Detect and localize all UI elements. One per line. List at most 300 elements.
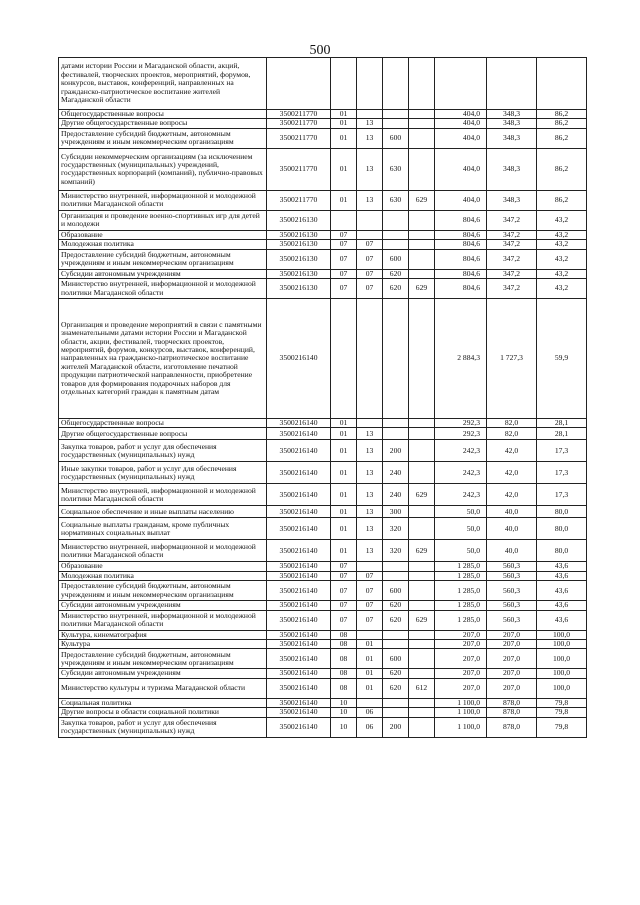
row-expense-type [383, 210, 409, 230]
row-ministry-code [409, 630, 435, 639]
row-subsection: 13 [357, 128, 383, 148]
row-actual-amount: 878,0 [487, 698, 537, 707]
row-description: Министерство внутренней, информационной и молодежной политики Магаданской области [59, 279, 267, 299]
row-expense-type: 320 [383, 518, 409, 540]
table-row [59, 601, 587, 610]
row-expense-type [383, 708, 409, 717]
row-description: Образование [59, 562, 267, 571]
row-target-code: 3500216130 [267, 249, 331, 269]
row-description: Закупка товаров, работ и услуг для обеспечения государственных (муниципальных) нужд [59, 717, 267, 737]
row-description: Общегосударственные вопросы [59, 110, 267, 119]
page-number: 500 [309, 43, 331, 58]
table-row [59, 110, 587, 119]
row-target-code: 3500216130 [267, 269, 331, 278]
row-actual-amount: 40,0 [487, 518, 537, 540]
row-ministry-code [409, 269, 435, 278]
row-description: Предоставление субсидий бюджетным, автономным учреждениям и иным некоммерческим организациям [59, 581, 267, 601]
row-target-code: 3500216140 [267, 571, 331, 580]
row-ministry-code [409, 299, 435, 419]
row-expense-type [383, 698, 409, 707]
row-description: Субсидии некоммерческим организациям (за исключением государственных (муниципальных) учреждений, государственных корпораций (компаний), публично-правовых компаний) [59, 148, 267, 190]
row-plan-amount: 207,0 [435, 649, 487, 669]
table-row [59, 571, 587, 580]
budget-table-body [59, 58, 587, 738]
row-ministry-code [409, 601, 435, 610]
row-subsection [357, 230, 383, 239]
row-target-code: 3500216130 [267, 230, 331, 239]
row-execution-percent: 43,2 [537, 279, 587, 299]
row-subsection [357, 630, 383, 639]
row-section: 07 [331, 581, 357, 601]
row-subsection: 01 [357, 678, 383, 698]
row-ministry-code [409, 249, 435, 269]
row-execution-percent: 86,2 [537, 119, 587, 128]
row-expense-type [383, 119, 409, 128]
table-row [59, 279, 587, 299]
row-ministry-code [409, 428, 435, 440]
row-ministry-code [409, 119, 435, 128]
row-actual-amount: 1 727,3 [487, 299, 537, 419]
row-expense-type [383, 640, 409, 649]
row-section: 07 [331, 230, 357, 239]
row-plan-amount: 292,3 [435, 419, 487, 428]
row-subsection: 13 [357, 506, 383, 518]
row-actual-amount: 348,3 [487, 119, 537, 128]
row-section: 01 [331, 440, 357, 462]
row-execution-percent: 100,0 [537, 649, 587, 669]
row-target-code: 3500216130 [267, 210, 331, 230]
row-plan-amount: 804,6 [435, 269, 487, 278]
row-execution-percent: 43,2 [537, 249, 587, 269]
row-expense-type [383, 428, 409, 440]
row-ministry-code [409, 210, 435, 230]
row-actual-amount: 347,2 [487, 269, 537, 278]
table-row [59, 669, 587, 678]
row-plan-amount: 242,3 [435, 484, 487, 506]
row-description: Молодежная политика [59, 240, 267, 249]
row-execution-percent: 43,6 [537, 601, 587, 610]
row-target-code: 3500216140 [267, 630, 331, 639]
row-actual-amount: 42,0 [487, 462, 537, 484]
row-actual-amount: 347,2 [487, 210, 537, 230]
table-row [59, 240, 587, 249]
row-ministry-code [409, 581, 435, 601]
table-row [59, 128, 587, 148]
row-description: Молодежная политика [59, 571, 267, 580]
row-subsection [357, 110, 383, 119]
row-plan-amount: 50,0 [435, 506, 487, 518]
row-description: Субсидии автономным учреждениям [59, 601, 267, 610]
row-ministry-code: 629 [409, 279, 435, 299]
row-subsection: 01 [357, 669, 383, 678]
table-row [59, 708, 587, 717]
row-subsection: 06 [357, 708, 383, 717]
table-row [59, 640, 587, 649]
row-description: Социальные выплаты гражданам, кроме публичных нормативных социальных выплат [59, 518, 267, 540]
row-section: 07 [331, 610, 357, 630]
row-section: 07 [331, 240, 357, 249]
row-plan-amount: 292,3 [435, 428, 487, 440]
row-description: датами истории России и Магаданской области, акций, фестивалей, творческих проектов, мероприятий, форумов, конкурсов, выставок, конференций, направленных на гражданско-патриотическое воспитание жителей Магаданской области [59, 58, 267, 110]
row-description: Министерство внутренней, информационной и молодежной политики Магаданской области [59, 190, 267, 210]
row-target-code: 3500216140 [267, 708, 331, 717]
row-target-code: 3500216130 [267, 279, 331, 299]
row-execution-percent: 17,3 [537, 440, 587, 462]
row-execution-percent [537, 58, 587, 110]
row-expense-type: 630 [383, 190, 409, 210]
row-description: Социальное обеспечение и иные выплаты населению [59, 506, 267, 518]
table-row [59, 190, 587, 210]
row-section: 08 [331, 649, 357, 669]
row-execution-percent: 59,9 [537, 299, 587, 419]
row-section [331, 210, 357, 230]
row-expense-type [383, 58, 409, 110]
row-actual-amount: 82,0 [487, 419, 537, 428]
row-target-code: 3500216140 [267, 640, 331, 649]
row-subsection: 13 [357, 190, 383, 210]
row-actual-amount: 348,3 [487, 128, 537, 148]
row-plan-amount: 242,3 [435, 462, 487, 484]
row-execution-percent: 86,2 [537, 148, 587, 190]
row-target-code: 3500211770 [267, 110, 331, 119]
table-row [59, 610, 587, 630]
row-description: Другие общегосударственные вопросы [59, 119, 267, 128]
row-subsection [357, 210, 383, 230]
row-ministry-code: 629 [409, 484, 435, 506]
row-plan-amount: 207,0 [435, 669, 487, 678]
table-row [59, 717, 587, 737]
row-plan-amount: 804,6 [435, 210, 487, 230]
table-row [59, 58, 587, 110]
row-expense-type: 600 [383, 649, 409, 669]
row-ministry-code: 629 [409, 540, 435, 562]
row-ministry-code [409, 128, 435, 148]
row-actual-amount: 878,0 [487, 708, 537, 717]
row-ministry-code [409, 440, 435, 462]
row-description: Иные закупки товаров, работ и услуг для обеспечения государственных (муниципальных) нужд [59, 462, 267, 484]
row-subsection [357, 58, 383, 110]
row-subsection: 07 [357, 581, 383, 601]
row-execution-percent: 100,0 [537, 678, 587, 698]
row-plan-amount: 404,0 [435, 190, 487, 210]
table-row [59, 698, 587, 707]
row-description: Министерство внутренней, информационной и молодежной политики Магаданской области [59, 610, 267, 630]
row-description: Субсидии автономным учреждениям [59, 269, 267, 278]
row-execution-percent: 80,0 [537, 506, 587, 518]
row-section: 01 [331, 190, 357, 210]
row-plan-amount: 242,3 [435, 440, 487, 462]
row-expense-type [383, 571, 409, 580]
row-subsection: 07 [357, 571, 383, 580]
row-section: 08 [331, 669, 357, 678]
row-target-code: 3500211770 [267, 148, 331, 190]
row-expense-type: 240 [383, 484, 409, 506]
table-row [59, 428, 587, 440]
row-subsection: 07 [357, 240, 383, 249]
row-plan-amount: 1 285,0 [435, 581, 487, 601]
row-actual-amount: 347,2 [487, 230, 537, 239]
row-expense-type: 620 [383, 678, 409, 698]
row-description: Другие вопросы в области социальной политики [59, 708, 267, 717]
row-description: Предоставление субсидий бюджетным, автономным учреждениям и иным некоммерческим организациям [59, 649, 267, 669]
row-expense-type [383, 240, 409, 249]
row-target-code: 3500216140 [267, 678, 331, 698]
row-target-code: 3500216140 [267, 540, 331, 562]
row-section: 07 [331, 562, 357, 571]
row-subsection: 07 [357, 601, 383, 610]
row-target-code: 3500216130 [267, 240, 331, 249]
row-actual-amount: 560,3 [487, 610, 537, 630]
table-row [59, 649, 587, 669]
row-section: 07 [331, 249, 357, 269]
row-plan-amount: 207,0 [435, 630, 487, 639]
row-target-code: 3500216140 [267, 581, 331, 601]
row-plan-amount: 804,6 [435, 249, 487, 269]
row-section: 01 [331, 128, 357, 148]
row-ministry-code [409, 110, 435, 119]
row-target-code: 3500211770 [267, 128, 331, 148]
row-subsection: 13 [357, 518, 383, 540]
row-plan-amount: 804,6 [435, 240, 487, 249]
row-ministry-code [409, 640, 435, 649]
row-actual-amount: 207,0 [487, 669, 537, 678]
row-actual-amount: 40,0 [487, 540, 537, 562]
row-actual-amount: 347,2 [487, 279, 537, 299]
row-expense-type [383, 562, 409, 571]
row-execution-percent: 43,2 [537, 230, 587, 239]
row-execution-percent: 100,0 [537, 640, 587, 649]
row-execution-percent: 28,1 [537, 419, 587, 428]
table-row [59, 440, 587, 462]
row-ministry-code [409, 240, 435, 249]
row-description: Организация и проведение военно-спортивных игр для детей и молодежи [59, 210, 267, 230]
row-plan-amount: 207,0 [435, 640, 487, 649]
row-section: 01 [331, 119, 357, 128]
row-section: 07 [331, 601, 357, 610]
row-expense-type: 630 [383, 148, 409, 190]
row-actual-amount: 207,0 [487, 649, 537, 669]
row-target-code: 3500216140 [267, 419, 331, 428]
row-subsection: 13 [357, 119, 383, 128]
row-plan-amount: 404,0 [435, 119, 487, 128]
row-ministry-code [409, 148, 435, 190]
row-execution-percent: 100,0 [537, 669, 587, 678]
row-section: 08 [331, 678, 357, 698]
row-ministry-code [409, 506, 435, 518]
row-actual-amount: 207,0 [487, 678, 537, 698]
row-subsection: 07 [357, 249, 383, 269]
row-plan-amount: 2 884,3 [435, 299, 487, 419]
table-row [59, 540, 587, 562]
row-subsection [357, 299, 383, 419]
row-expense-type: 620 [383, 279, 409, 299]
row-execution-percent: 79,8 [537, 717, 587, 737]
row-target-code: 3500216140 [267, 649, 331, 669]
row-description: Организация и проведение мероприятий в связи с памятными знаменательными датами истории России и Магаданской области, акции, фестивалей, творческих проектов, мероприятий, форумов, конкурсов, выставок, конференций, направленных на гражданско-патриотическое воспитание жителей Магаданской области, изготовление печатной продукции патриотической направленности, приобретение товаров для формирования подарочных наборов для отдельных категорий граждан к памятным датам [59, 299, 267, 419]
table-row [59, 518, 587, 540]
row-description: Министерство внутренней, информационной и молодежной политики Магаданской области [59, 540, 267, 562]
row-ministry-code: 629 [409, 610, 435, 630]
row-execution-percent: 43,2 [537, 210, 587, 230]
row-actual-amount: 207,0 [487, 630, 537, 639]
row-description: Культура, кинематография [59, 630, 267, 639]
row-section: 10 [331, 698, 357, 707]
row-section: 01 [331, 419, 357, 428]
table-row [59, 249, 587, 269]
table-row [59, 230, 587, 239]
row-expense-type [383, 419, 409, 428]
table-row [59, 678, 587, 698]
table-row [59, 299, 587, 419]
table-row [59, 462, 587, 484]
row-execution-percent: 43,6 [537, 562, 587, 571]
row-actual-amount: 348,3 [487, 190, 537, 210]
row-target-code: 3500216140 [267, 562, 331, 571]
row-actual-amount: 40,0 [487, 506, 537, 518]
row-execution-percent: 86,2 [537, 128, 587, 148]
row-ministry-code [409, 717, 435, 737]
row-plan-amount: 1 100,0 [435, 708, 487, 717]
row-ministry-code [409, 669, 435, 678]
row-ministry-code [409, 698, 435, 707]
row-execution-percent: 80,0 [537, 540, 587, 562]
row-actual-amount: 82,0 [487, 428, 537, 440]
row-plan-amount [435, 58, 487, 110]
row-target-code: 3500216140 [267, 717, 331, 737]
row-description: Закупка товаров, работ и услуг для обеспечения государственных (муниципальных) нужд [59, 440, 267, 462]
row-target-code: 3500216140 [267, 610, 331, 630]
row-section: 01 [331, 518, 357, 540]
table-row [59, 630, 587, 639]
row-description: Общегосударственные вопросы [59, 419, 267, 428]
row-plan-amount: 1 285,0 [435, 610, 487, 630]
row-subsection: 07 [357, 610, 383, 630]
row-subsection: 01 [357, 640, 383, 649]
row-ministry-code [409, 419, 435, 428]
row-section: 07 [331, 269, 357, 278]
row-target-code: 3500216140 [267, 506, 331, 518]
row-execution-percent: 28,1 [537, 428, 587, 440]
row-section: 01 [331, 110, 357, 119]
row-subsection: 13 [357, 540, 383, 562]
row-subsection: 06 [357, 717, 383, 737]
row-subsection: 01 [357, 649, 383, 669]
row-target-code [267, 58, 331, 110]
row-ministry-code [409, 462, 435, 484]
row-plan-amount: 804,6 [435, 230, 487, 239]
row-section: 01 [331, 540, 357, 562]
row-expense-type: 600 [383, 581, 409, 601]
row-execution-percent: 43,6 [537, 610, 587, 630]
row-execution-percent: 86,2 [537, 110, 587, 119]
table-row [59, 269, 587, 278]
row-section: 08 [331, 640, 357, 649]
row-description: Другие общегосударственные вопросы [59, 428, 267, 440]
row-ministry-code: 629 [409, 190, 435, 210]
budget-table-container [58, 57, 586, 738]
row-expense-type [383, 299, 409, 419]
row-ministry-code: 612 [409, 678, 435, 698]
row-plan-amount: 1 100,0 [435, 698, 487, 707]
row-actual-amount: 560,3 [487, 562, 537, 571]
row-description: Предоставление субсидий бюджетным, автономным учреждениям и иным некоммерческим организациям [59, 128, 267, 148]
row-section: 01 [331, 148, 357, 190]
row-section: 01 [331, 428, 357, 440]
table-row [59, 484, 587, 506]
table-row [59, 581, 587, 601]
row-description: Субсидии автономным учреждениям [59, 669, 267, 678]
row-subsection [357, 562, 383, 571]
row-target-code: 3500211770 [267, 119, 331, 128]
table-row [59, 119, 587, 128]
row-expense-type: 600 [383, 128, 409, 148]
row-section [331, 58, 357, 110]
row-execution-percent: 43,2 [537, 269, 587, 278]
row-target-code: 3500211770 [267, 190, 331, 210]
row-subsection: 07 [357, 269, 383, 278]
row-target-code: 3500216140 [267, 518, 331, 540]
row-actual-amount: 560,3 [487, 571, 537, 580]
row-expense-type: 620 [383, 669, 409, 678]
row-execution-percent: 17,3 [537, 484, 587, 506]
table-row [59, 148, 587, 190]
row-plan-amount: 804,6 [435, 279, 487, 299]
row-ministry-code [409, 649, 435, 669]
row-description: Социальная политика [59, 698, 267, 707]
row-subsection [357, 698, 383, 707]
row-target-code: 3500216140 [267, 428, 331, 440]
row-execution-percent: 43,6 [537, 571, 587, 580]
row-execution-percent: 86,2 [537, 190, 587, 210]
row-section: 07 [331, 279, 357, 299]
row-expense-type [383, 110, 409, 119]
row-section [331, 299, 357, 419]
row-actual-amount: 347,2 [487, 240, 537, 249]
table-row [59, 210, 587, 230]
row-expense-type: 320 [383, 540, 409, 562]
row-ministry-code [409, 230, 435, 239]
row-description: Министерство внутренней, информационной и молодежной политики Магаданской области [59, 484, 267, 506]
row-plan-amount: 404,0 [435, 110, 487, 119]
row-plan-amount: 1 100,0 [435, 717, 487, 737]
table-row [59, 506, 587, 518]
row-section: 10 [331, 708, 357, 717]
row-subsection: 07 [357, 279, 383, 299]
row-actual-amount: 560,3 [487, 601, 537, 610]
row-section: 01 [331, 484, 357, 506]
row-expense-type: 620 [383, 269, 409, 278]
row-actual-amount: 348,3 [487, 110, 537, 119]
row-actual-amount: 348,3 [487, 148, 537, 190]
row-subsection: 13 [357, 148, 383, 190]
row-execution-percent: 100,0 [537, 630, 587, 639]
row-target-code: 3500216140 [267, 698, 331, 707]
row-section: 08 [331, 630, 357, 639]
row-actual-amount: 560,3 [487, 581, 537, 601]
row-target-code: 3500216140 [267, 669, 331, 678]
row-ministry-code [409, 571, 435, 580]
row-execution-percent: 79,8 [537, 698, 587, 707]
row-expense-type: 620 [383, 601, 409, 610]
row-description: Предоставление субсидий бюджетным, автономным учреждениям и иным некоммерческим организациям [59, 249, 267, 269]
row-section: 10 [331, 717, 357, 737]
row-description: Культура [59, 640, 267, 649]
row-subsection: 13 [357, 484, 383, 506]
row-plan-amount: 50,0 [435, 518, 487, 540]
row-plan-amount: 207,0 [435, 678, 487, 698]
row-expense-type: 300 [383, 506, 409, 518]
row-expense-type: 600 [383, 249, 409, 269]
